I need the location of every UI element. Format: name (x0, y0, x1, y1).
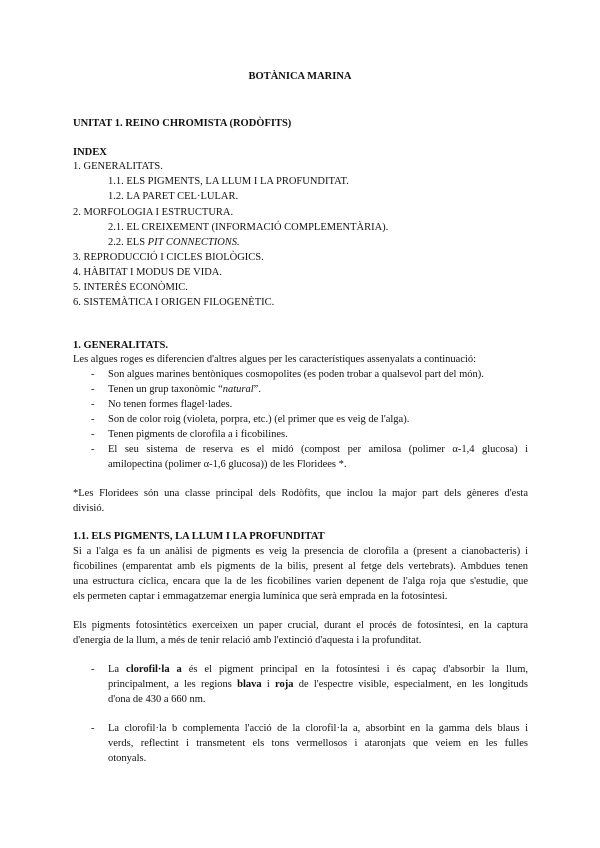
list-item: La clorofil·la b complementa l'acció de la clorofil·la a, absorbint en la gamma dels blaus i (108, 723, 528, 734)
index-item: 1.2. LA PARET CEL·LULAR. (108, 191, 239, 202)
paragraph-line: Si a l'alga es fa un anàlisi de pigments es veig la presencia de clorofila a (present a cianobacteris) i (73, 546, 528, 557)
list-item-continuation: principalment, a les regions blava i roja de l'espectre visible, especialment, en les longituds (108, 679, 528, 690)
paragraph-line: una estructura cíclica, encara que la de les ficobilines varien depenent de l'alga roja que s'estudie, que (73, 576, 528, 587)
footnote: *Les Floridees són una classe principal dels Rodòfits, que inclou la major part dels gèneres d'esta (73, 488, 528, 499)
bullet-dash: - (91, 399, 95, 410)
index-item: 4. HÀBITAT I MODUS DE VIDA. (73, 267, 222, 278)
section-1-heading: 1. GENERALITATS. (73, 340, 169, 351)
paragraph-line: ficobilines (emparentat amb els pigments de la bilis, present al fetge dels vertebrats). Ambdues tenen (73, 561, 528, 572)
list-item-continuation: d'ona de 430 a 660 nm. (108, 694, 206, 705)
paragraph-line: els permeten captar i emmagatzemar energia lumínica que serà emprada en la fotosíntesi. (73, 591, 448, 602)
bullet-dash: - (91, 414, 95, 425)
list-item: Son de color roig (violeta, porpra, etc.) (el primer que es veig de l'alga). (108, 414, 410, 425)
paragraph-line: Els pigments fotosintètics exerceixen un paper crucial, durant el procés de fotosíntesi, en la captura (73, 620, 528, 631)
index-item: 6. SISTEMÀTICA I ORIGEN FILOGENÈTIC. (73, 297, 275, 308)
index-item: 2.1. EL CREIXEMENT (INFORMACIÓ COMPLEMENTÀRIA). (108, 222, 389, 233)
index-item: 2. MORFOLOGIA I ESTRUCTURA. (73, 207, 234, 218)
list-item-continuation: amilopectina (polimer α-1,6 glucosa)) de les Floridees *. (108, 459, 347, 470)
bullet-dash: - (91, 384, 95, 395)
bullet-dash: - (91, 664, 95, 675)
list-item-continuation: otonyals. (108, 753, 147, 764)
paragraph-line: d'energia de la llum, a més de tenir relació amb l'extinció d'aquesta i la profunditat. (73, 635, 422, 646)
list-item: Tenen pigments de clorofila a i ficobilines. (108, 429, 288, 440)
index-item: 3. REPRODUCCIÓ I CICLES BIOLÒGICS. (73, 252, 264, 263)
section-1-1-heading: 1.1. ELS PIGMENTS, LA LLUM I LA PROFUNDITAT (73, 531, 325, 542)
list-item: La clorofil·la a és el pigment principal en la fotosíntesi i és capaç d'absorbir la llum, (108, 664, 528, 675)
list-item: No tenen formes flagel·lades. (108, 399, 233, 410)
unit-title: UNITAT 1. REINO CHROMISTA (RODÒFITS) (73, 118, 292, 129)
index-heading: INDEX (73, 147, 107, 158)
index-item: 5. INTERÈS ECONÒMIC. (73, 282, 188, 293)
document-title: BOTÀNICA MARINA (248, 71, 352, 82)
section-1-intro: Les algues roges es diferencien d'altres algues per les característiques assenyalats a continuació: (73, 354, 477, 365)
bullet-dash: - (91, 723, 95, 734)
list-item: El seu sistema de reserva es el midó (compost per amilosa (polimer α-1,4 glucosa) i (108, 444, 528, 455)
footnote-continuation: divisió. (73, 503, 105, 514)
list-item-continuation: verds, reflectint i transmetent els tons vermellosos i ataronjats que veiem en les fulles (108, 738, 528, 749)
index-item: 2.2. ELS PIT CONNECTIONS. (108, 237, 240, 248)
bullet-dash: - (91, 444, 95, 455)
bullet-dash: - (91, 369, 95, 380)
bullet-dash: - (91, 429, 95, 440)
index-item: 1. GENERALITATS. (73, 161, 163, 172)
list-item: Son algues marines bentòniques cosmopolites (es poden trobar a qualsevol part del món). (108, 369, 484, 380)
list-item: Tenen un grup taxonòmic “natural”. (108, 384, 261, 395)
index-item: 1.1. ELS PIGMENTS, LA LLUM I LA PROFUNDITAT. (108, 176, 349, 187)
